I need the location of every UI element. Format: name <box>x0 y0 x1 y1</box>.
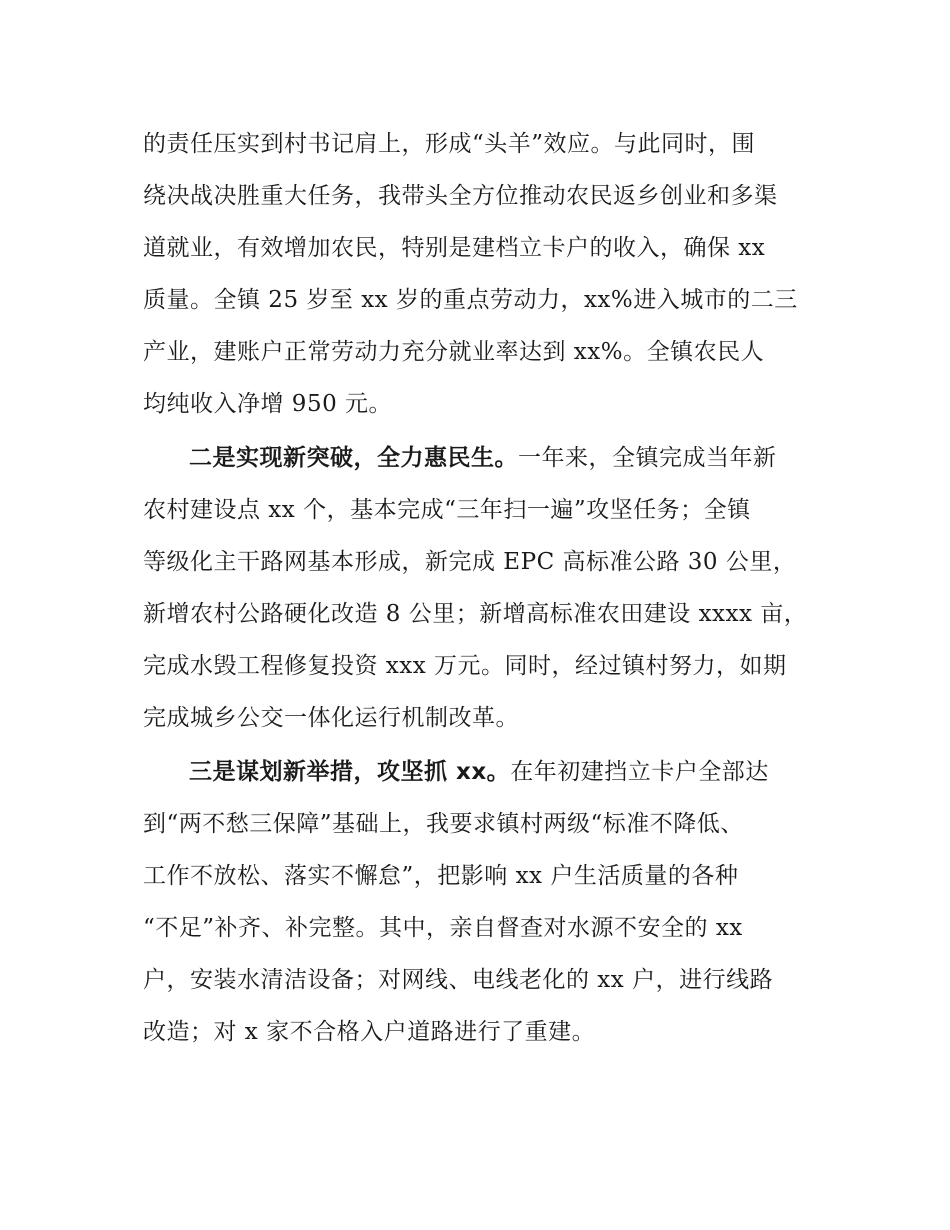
paragraph-new-breakthrough <box>143 432 815 744</box>
text-line <box>143 432 815 484</box>
text-line: 绕决战决胜重大任务，我带头全方位推动农民返乡创业和多渠 <box>143 183 778 209</box>
text-line: 等级化主干路网基本形成，新完成 EPC 高标准公路 30 公里， <box>143 549 797 575</box>
text-line: 完成城乡公交一体化运行机制改革。 <box>143 705 519 731</box>
paragraph-lead-heading: 三是谋划新举措，攻坚抓 xx。 <box>189 759 511 785</box>
text-line: 完成水毁工程修复投资 xxx 万元。同时，经过镇村努力，如期 <box>143 653 787 679</box>
paragraph-responsibility <box>143 118 815 430</box>
text-line: 均纯收入净增 950 元。 <box>143 391 393 417</box>
text-line: 户，安装水清洁设备；对网线、电线老化的 xx 户，进行线路 <box>143 967 774 993</box>
text-line: 产业，建账户正常劳动力充分就业率达到 xx%。全镇农民人 <box>143 339 765 365</box>
text-line: 质量。全镇 25 岁至 xx 岁的重点劳动力，xx%进入城市的二三 <box>143 287 798 313</box>
text-line: “不足”补齐、补完整。其中，亲自督查对水源不安全的 xx <box>143 915 743 941</box>
paragraph-new-measures <box>143 746 815 1058</box>
text-line: 到“两不愁三保障”基础上，我要求镇村两级“标准不降低、 <box>143 811 744 837</box>
text-line <box>143 746 815 798</box>
text-line: 道就业，有效增加农民，特别是建档立卡户的收入，确保 xx <box>143 235 766 261</box>
paragraph-lead-heading: 二是实现新突破，全力惠民生。 <box>189 445 518 471</box>
text-line: 改造；对 x 家不合格入户道路进行了重建。 <box>143 1019 596 1045</box>
text-line: 工作不放松、落实不懈怠”，把影响 xx 户生活质量的各种 <box>143 863 739 889</box>
text-line: 新增农村公路硬化改造 8 公里；新增高标准农田建设 xxxx 亩， <box>143 601 808 627</box>
text-run: 在年初建挡立卡户全部达 <box>510 759 769 785</box>
text-line: 的责任压实到村书记肩上，形成“头羊”效应。与此同时，围 <box>143 131 756 157</box>
text-line: 农村建设点 xx 个，基本完成“三年扫一遍”攻坚任务；全镇 <box>143 497 751 523</box>
text-run: 一年来，全镇完成当年新 <box>518 445 777 471</box>
